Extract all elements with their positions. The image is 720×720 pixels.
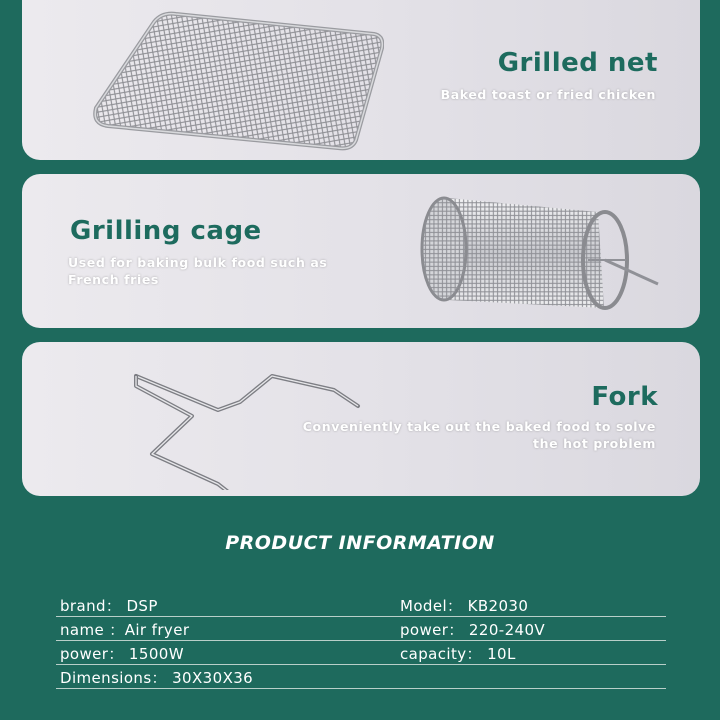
spec-row xyxy=(56,640,666,665)
grilled-net-card xyxy=(22,0,700,160)
rotisserie-cage-icon xyxy=(400,190,670,320)
spec-row xyxy=(56,616,666,641)
spec-dimensions: Dimensions： 30X30X36 xyxy=(60,669,254,687)
grilling-cage-title: Grilling cage xyxy=(70,216,262,246)
fork-description: Conveniently take out the baked food to solve the hot problem xyxy=(302,419,656,451)
spec-voltage: power： 220-240V xyxy=(400,621,546,639)
spec-power: power： 1500W xyxy=(60,645,184,663)
spec-brand: brand： DSP xyxy=(60,597,158,615)
spec-name: name ：Air fryer xyxy=(60,621,190,639)
wire-mesh-basket-icon xyxy=(84,4,384,154)
grilled-net-title: Grilled net xyxy=(497,48,658,78)
spec-model: Model： KB2030 xyxy=(400,597,529,615)
spec-capacity: capacity： 10L xyxy=(400,645,516,663)
grilling-cage-card xyxy=(22,174,700,328)
spec-row xyxy=(56,664,666,689)
spec-row xyxy=(56,592,666,617)
grilling-cage-description: Used for baking bulk food such as French fries xyxy=(68,255,328,287)
fork-title: Fork xyxy=(591,382,658,412)
fork-card xyxy=(22,342,700,496)
grilled-net-description: Baked toast or fried chicken xyxy=(440,87,656,102)
product-information-heading: PRODUCT INFORMATION xyxy=(225,532,495,554)
